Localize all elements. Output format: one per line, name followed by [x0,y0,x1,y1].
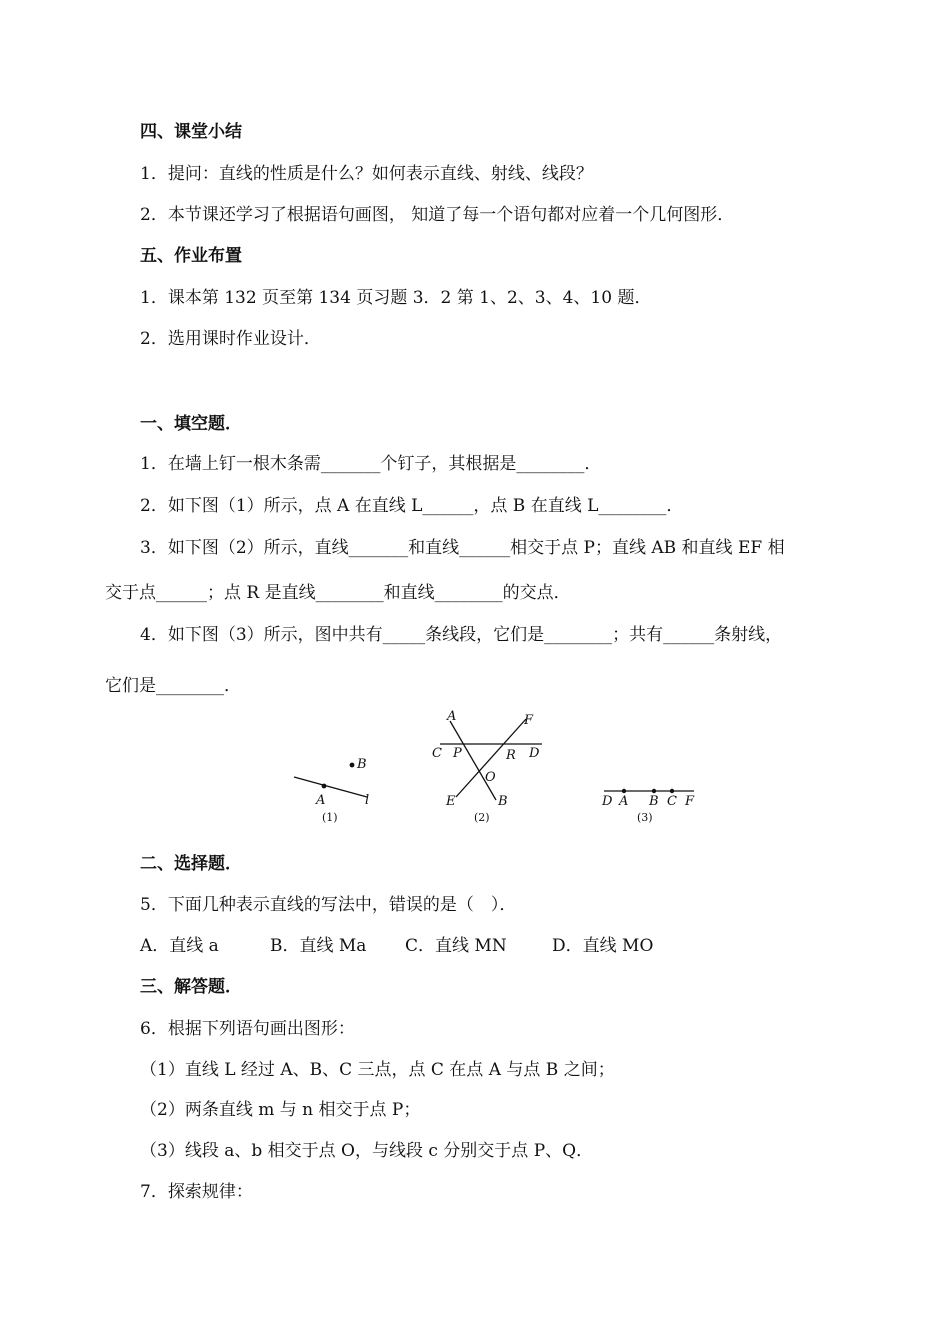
homework-item-2: 2．选用课时作业设计． [140,329,321,349]
figure-2 [432,709,542,824]
figure-2-label-P: P [453,746,462,761]
fill-question-4-line-1: 4．如下图（3）所示，图中共有_____条线段，它们是________；共有______条射线， [140,625,783,645]
figure-1 [294,757,369,824]
figure-1-label-l: l [365,793,370,808]
section-heading-homework: 五、作业布置 [140,246,242,266]
figure-1-label-A: A [316,793,326,808]
figure-3-label-D: D [602,794,613,809]
figure-2-label-C: C [432,746,442,761]
choice-option-A: A．直线 a [140,936,219,956]
figure-2-label-B: B [498,794,508,809]
figure-3-label-C: C [667,794,677,809]
figure-2-label-R: R [506,748,516,763]
answer-question-6-part-2: （2）两条直线 m 与 n 相交于点 P； [140,1100,421,1120]
figure-2-label-E: E [446,794,456,809]
figure-3 [601,789,695,824]
choice-question-5: 5．下面几种表示直线的写法中，错误的是（ ）． [140,895,517,915]
figure-1-caption: (1) [322,811,338,824]
choice-option-D: D．直线 MO [552,936,654,956]
figure-3-label-A: A [619,794,629,809]
figure-3-label-B: B [649,794,659,809]
fill-question-4-line-2: 它们是________． [105,676,241,696]
figure-1-label-B: B [357,757,367,772]
section-heading-answer: 三、解答题． [140,977,242,997]
fill-question-3-line-2: 交于点______；点 R 是直线________和直线________的交点． [105,583,571,603]
section-heading-choice: 二、选择题． [140,854,242,874]
figure-2-label-F: F [524,713,534,728]
figure-3-point-A [622,789,626,793]
answer-question-6-part-3: （3）线段 a、b 相交于点 O，与线段 c 分别交于点 P、Q． [140,1141,594,1161]
figure-3-point-C [670,789,674,793]
answer-question-7: 7．探索规律： [140,1182,253,1202]
figure-1-line-l [294,777,367,797]
choice-option-C: C．直线 MN [405,936,507,956]
figure-2-label-D: D [529,746,540,761]
figure-3-caption: (3) [637,811,653,824]
figure-2-label-O: O [485,770,496,785]
homework-item-1: 1．课本第 132 页至第 134 页习题 3．2 第 1、2、3、4、10 题． [140,288,652,308]
fill-question-3-line-1: 3．如下图（2）所示，直线_______和直线______相交于点 P；直线 AB 和直线 EF 相 [140,538,785,558]
fill-question-2: 2．如下图（1）所示，点 A 在直线 L______，点 B 在直线 L________． [140,496,684,516]
figure-1-point-A [322,784,327,789]
figure-2-caption: (2) [474,811,490,824]
answer-question-6-part-1: （1）直线 L 经过 A、B、C 三点，点 C 在点 A 与点 B 之间； [140,1060,615,1080]
figure-2-label-A: A [447,709,457,724]
answer-question-6: 6．根据下列语句画出图形： [140,1019,355,1039]
fill-question-1: 1．在墙上钉一根木条需_______个钉子，其根据是________． [140,454,602,474]
figure-1-point-B [350,763,355,768]
section-heading-fill: 一、填空题． [140,414,242,434]
geometry-figures [280,705,710,835]
choice-option-B: B．直线 Ma [270,936,367,956]
summary-item-2: 2．本节课还学习了根据语句画图， 知道了每一个语句都对应着一个几何图形． [140,205,735,225]
section-heading-summary: 四、课堂小结 [140,122,242,142]
summary-item-1: 1．提问：直线的性质是什么？如何表示直线、射线、线段？ [140,164,593,184]
figure-3-label-F: F [685,794,695,809]
figure-3-point-B [652,789,656,793]
